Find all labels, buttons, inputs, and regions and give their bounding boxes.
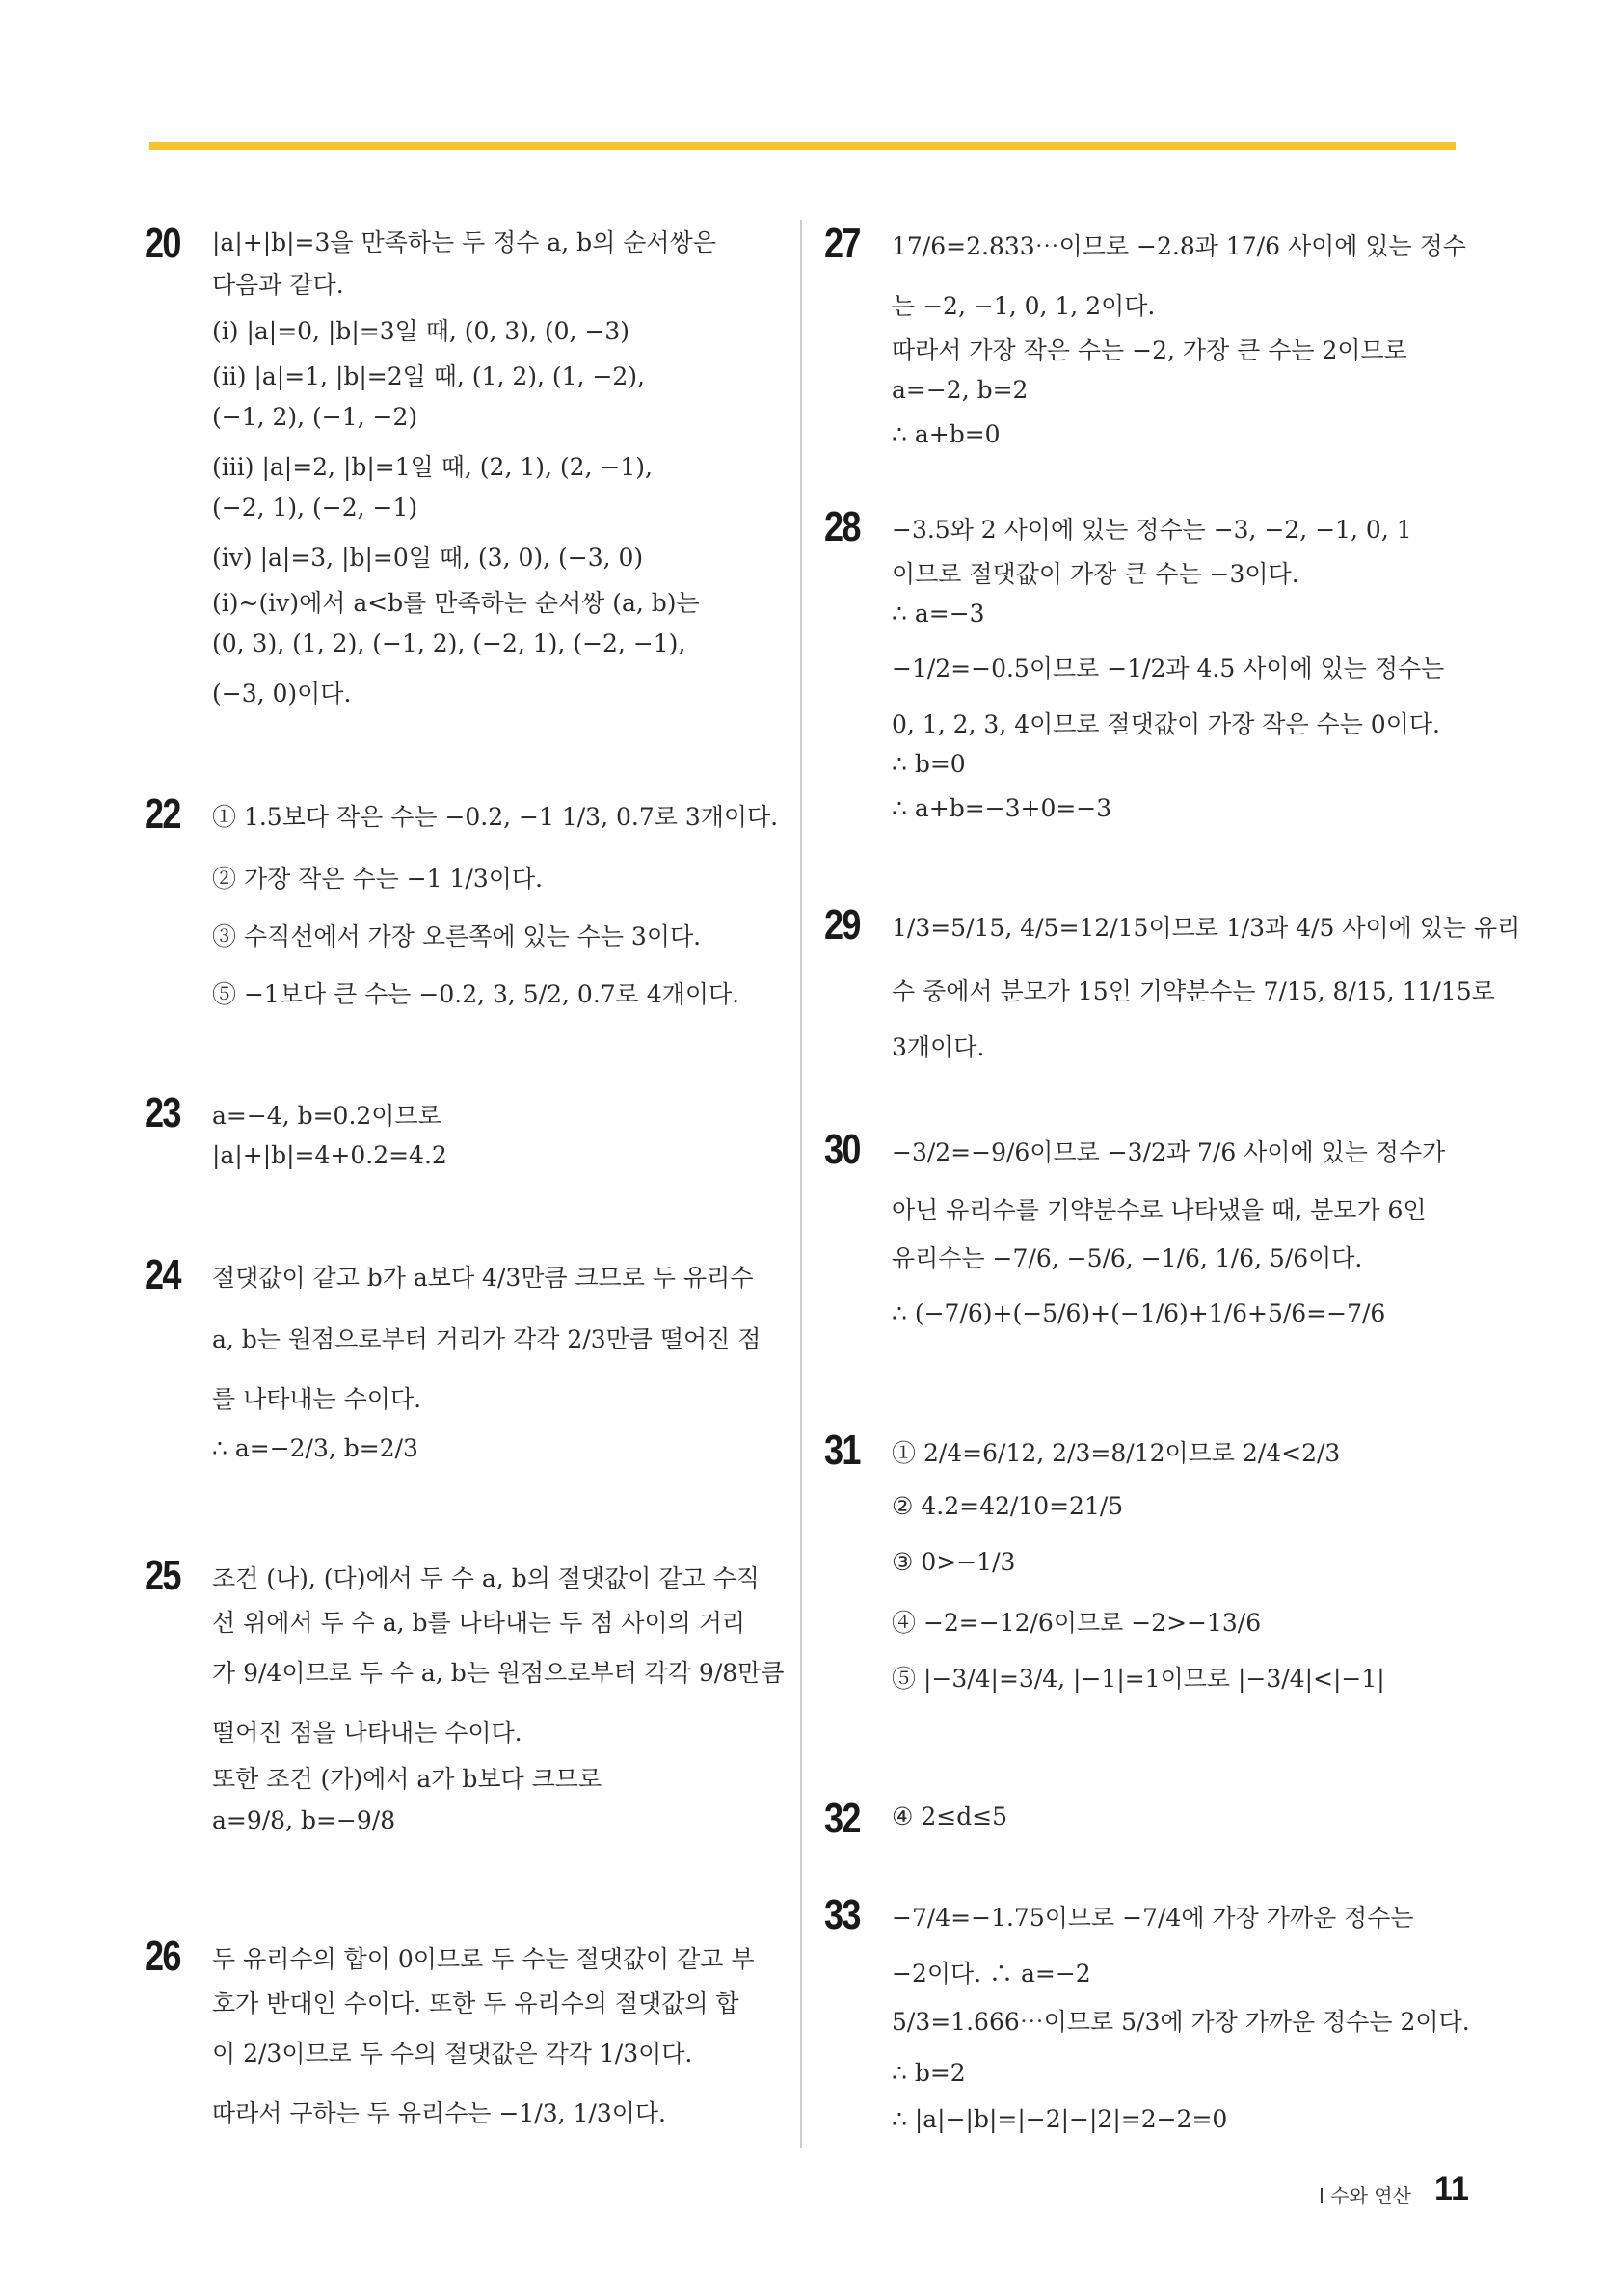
solution-line: −3/2=−9/6이므로 −3/2과 7/6 사이에 있는 정수가: [892, 1138, 1446, 1166]
solution-line: ① 1.5보다 작은 수는 −0.2, −1 1/3, 0.7로 3개이다.: [212, 803, 779, 831]
solution-line: (−3, 0)이다.: [212, 680, 352, 707]
solution-line: ① 2/4=6/12, 2/3=8/12이므로 2/4<2/3: [892, 1439, 1341, 1467]
solution-line: 3개이다.: [892, 1033, 985, 1061]
solution-line: ③ 수직선에서 가장 오른쪽에 있는 수는 3이다.: [212, 922, 702, 950]
solution-line: 17/6=2.833⋯이므로 −2.8과 17/6 사이에 있는 정수: [892, 232, 1466, 260]
solution-line: 선 위에서 두 수 a, b를 나타내는 두 점 사이의 거리: [212, 1609, 746, 1637]
solution-line: (ⅱ) |a|=1, |b|=2일 때, (1, 2), (1, −2),: [212, 362, 645, 390]
solution-line: 조건 (나), (다)에서 두 수 a, b의 절댓값이 같고 수직: [212, 1564, 760, 1592]
solution-line: 를 나타내는 수이다.: [212, 1385, 422, 1413]
solution-line: ② 가장 작은 수는 −1 1/3이다.: [212, 865, 543, 893]
solution-line: 가 9/4이므로 두 수 a, b는 원점으로부터 각각 9/8만큼: [212, 1659, 785, 1687]
problem-number: 25: [145, 1552, 180, 1599]
solution-line: |a|+|b|=3을 만족하는 두 정수 a, b의 순서쌍은: [212, 228, 716, 256]
solution-line: ∴ a=−2/3, b=2/3: [212, 1434, 418, 1462]
solution-line: 1/3=5/15, 4/5=12/15이므로 1/3과 4/5 사이에 있는 유리: [892, 914, 1521, 942]
solution-line: 5/3=1.666⋯이므로 5/3에 가장 가까운 정수는 2이다.: [892, 2008, 1470, 2036]
solution-line: 이 2/3이므로 두 수의 절댓값은 각각 1/3이다.: [212, 2040, 693, 2068]
problem-number: 23: [145, 1089, 180, 1136]
solution-line: 떨어진 점을 나타내는 수이다.: [212, 1719, 522, 1747]
problem-number: 27: [824, 220, 860, 267]
solution-line: −7/4=−1.75이므로 −7/4에 가장 가까운 정수는: [892, 1904, 1414, 1932]
solution-line: 이므로 절댓값이 가장 큰 수는 −3이다.: [892, 560, 1299, 588]
problem-number: 31: [824, 1427, 860, 1474]
problem-number: 22: [145, 790, 180, 838]
solution-line: ∴ b=0: [892, 750, 966, 778]
solution-line: 유리수는 −7/6, −5/6, −1/6, 1/6, 5/6이다.: [892, 1244, 1363, 1272]
solution-line: (ⅲ) |a|=2, |b|=1일 때, (2, 1), (2, −1),: [212, 453, 653, 481]
solution-line: ∴ a+b=−3+0=−3: [892, 794, 1112, 822]
solution-line: ④ −2=−12/6이므로 −2>−13/6: [892, 1609, 1262, 1637]
solution-line: ∴ |a|−|b|=|−2|−|2|=2−2=0: [892, 2105, 1228, 2133]
problem-number: 26: [145, 1933, 180, 1980]
solution-line: ∴ a=−3: [892, 600, 985, 627]
solution-line: a=9/8, b=−9/8: [212, 1806, 396, 1834]
problem-number: 33: [824, 1891, 860, 1938]
column-divider: [800, 220, 802, 2148]
solution-line: (−1, 2), (−1, −2): [212, 403, 418, 431]
solution-line: (0, 3), (1, 2), (−1, 2), (−2, 1), (−2, −1),: [212, 629, 686, 657]
solution-line: 두 유리수의 합이 0이므로 두 수는 절댓값이 같고 부: [212, 1945, 755, 1973]
solution-line: ∴ (−7/6)+(−5/6)+(−1/6)+1/6+5/6=−7/6: [892, 1299, 1386, 1327]
solution-line: −2이다. ∴ a=−2: [892, 1960, 1091, 1988]
solution-line: ⑤ |−3/4|=3/4, |−1|=1이므로 |−3/4|<|−1|: [892, 1665, 1385, 1693]
solution-line: 호가 반대인 수이다. 또한 두 유리수의 절댓값의 합: [212, 1989, 739, 2017]
problem-number: 20: [145, 220, 180, 267]
problem-number: 30: [824, 1126, 860, 1173]
problem-number: 29: [824, 901, 860, 948]
solution-line: (ⅳ) |a|=3, |b|=0일 때, (3, 0), (−3, 0): [212, 544, 644, 572]
solution-line: a=−2, b=2: [892, 376, 1029, 404]
solution-line: 또한 조건 (가)에서 a가 b보다 크므로: [212, 1765, 602, 1793]
solution-line: 따라서 구하는 두 유리수는 −1/3, 1/3이다.: [212, 2099, 666, 2127]
solution-line: ② 4.2=42/10=21/5: [892, 1492, 1124, 1520]
solution-line: −1/2=−0.5이므로 −1/2과 4.5 사이에 있는 정수는: [892, 654, 1445, 682]
solution-line: ∴ a+b=0: [892, 420, 1001, 448]
problem-number: 32: [824, 1795, 860, 1842]
solution-line: (ⅰ) |a|=0, |b|=3일 때, (0, 3), (0, −3): [212, 317, 630, 345]
problem-number: 28: [824, 503, 860, 550]
solution-line: (ⅰ)~(ⅳ)에서 a<b를 만족하는 순서쌍 (a, b)는: [212, 589, 700, 617]
solution-line: 0, 1, 2, 3, 4이므로 절댓값이 가장 작은 수는 0이다.: [892, 710, 1440, 738]
solution-line: 수 중에서 분모가 15인 기약분수는 7/15, 8/15, 11/15로: [892, 977, 1495, 1005]
solution-line: ∴ b=2: [892, 2059, 966, 2087]
solution-line: ④ 2≤d≤5: [892, 1802, 1008, 1830]
page-number: 11: [1434, 2171, 1469, 2207]
solution-line: −3.5와 2 사이에 있는 정수는 −3, −2, −1, 0, 1: [892, 516, 1412, 544]
solution-line: ⑤ −1보다 큰 수는 −0.2, 3, 5/2, 0.7로 4개이다.: [212, 980, 740, 1008]
solution-line: 다음과 같다.: [212, 271, 344, 299]
solution-line: 따라서 가장 작은 수는 −2, 가장 큰 수는 2이므로: [892, 336, 1407, 364]
solution-line: 절댓값이 같고 b가 a보다 4/3만큼 크므로 두 유리수: [212, 1264, 754, 1292]
solution-line: |a|+|b|=4+0.2=4.2: [212, 1141, 447, 1169]
solution-line: a, b는 원점으로부터 거리가 각각 2/3만큼 떨어진 점: [212, 1325, 762, 1353]
problem-number: 24: [145, 1251, 180, 1298]
solution-line: 는 −2, −1, 0, 1, 2이다.: [892, 292, 1156, 320]
solution-line: ③ 0>−1/3: [892, 1548, 1016, 1576]
top-accent-bar: [149, 142, 1456, 150]
solution-line: 아닌 유리수를 기약분수로 나타냈을 때, 분모가 6인: [892, 1196, 1427, 1224]
solution-line: (−2, 1), (−2, −1): [212, 494, 418, 521]
footer-chapter-label: Ⅰ 수와 연산: [1319, 2184, 1411, 2207]
solution-line: a=−4, b=0.2이므로: [212, 1102, 441, 1130]
